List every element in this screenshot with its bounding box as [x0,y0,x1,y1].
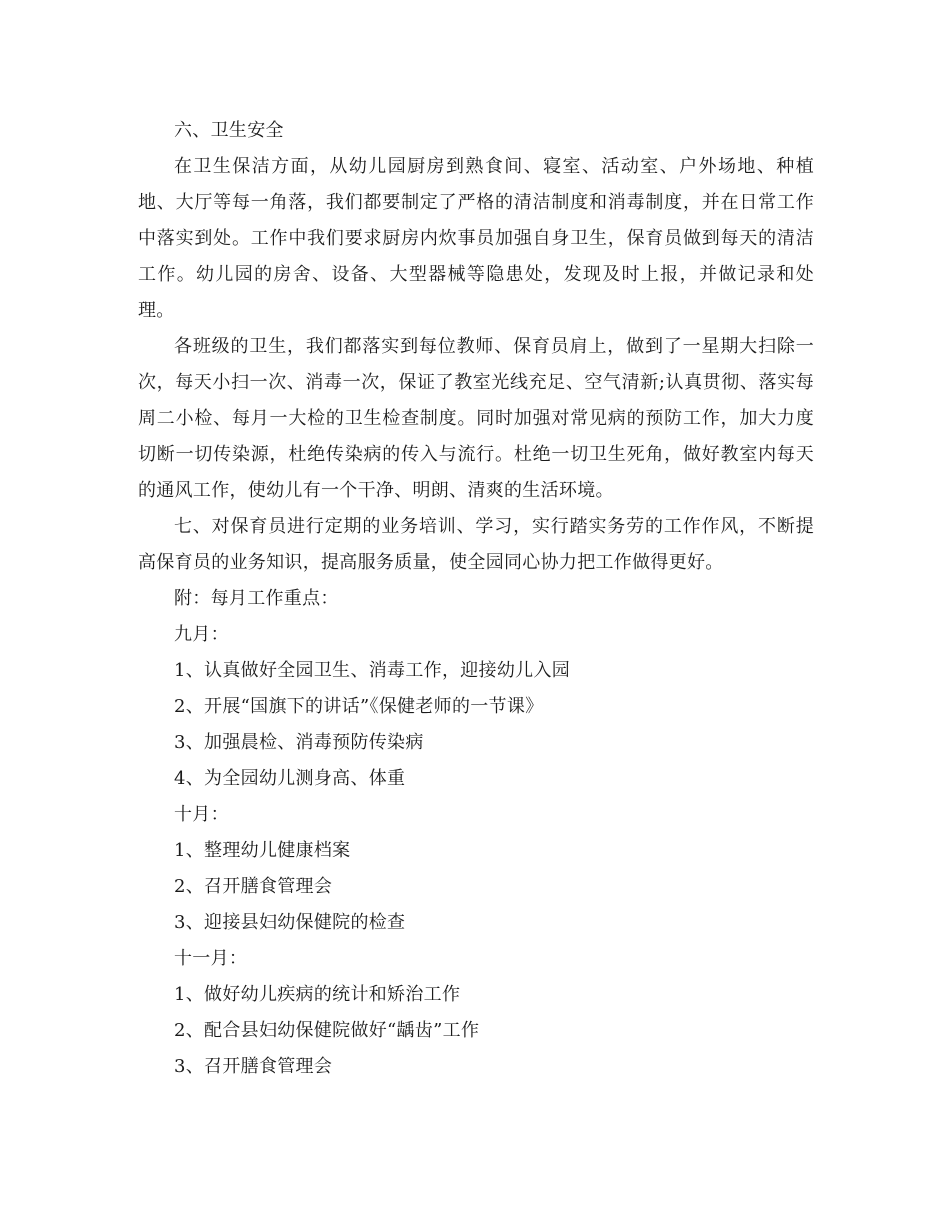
list-item: 2、召开膳食管理会 [174,876,333,897]
list-item: 4、为全园幼儿测身高、体重 [174,768,406,789]
list-item: 2、开展“国旗下的讲话”《保健老师的一节课》 [174,696,544,717]
appendix-title: 附：每月工作重点： [174,588,339,609]
paragraph-class-hygiene: 各班级的卫生，我们都落实到每位教师、保育员肩上，做到了一星期大扫除一次，每天小扫一次、消毒一次，保证了教室光线充足、空气清新;认真贯彻、落实每周二小检、每月一大检的卫生检查制度。同时加强对常见病的预防工作，加大力度切断一切传染源，杜绝传染病的传入与流行。杜绝一切卫生死角，做好教室内每天的通风工作，使幼儿有一个干净、明朗、清爽的生活环境。 [138,336,814,501]
list-item: 1、整理幼儿健康档案 [174,840,351,861]
section-heading-hygiene-safety: 六、卫生安全 [174,120,284,141]
month-heading-november: 十一月： [174,948,248,969]
paragraph-cleaning: 在卫生保洁方面，从幼儿园厨房到熟食间、寝室、活动室、户外场地、种植地、大厅等每一角落，我们都要制定了严格的清洁制度和消毒制度，并在日常工作中落实到处。工作中我们要求厨房内炊事员加强自身卫生，保育员做到每天的清洁工作。幼儿园的房舍、设备、大型器械等隐患处，发现及时上报，并做记录和处理。 [138,156,814,321]
month-heading-september: 九月： [174,624,229,645]
list-item: 1、认真做好全园卫生、消毒工作，迎接幼儿入园 [174,660,571,681]
paragraph-staff-training: 七、对保育员进行定期的业务培训、学习，实行踏实务劳的工作作风，不断提高保育员的业务知识，提高服务质量，使全园同心协力把工作做得更好。 [138,516,814,573]
document-body [138,113,814,1085]
list-item: 3、迎接县妇幼保健院的检查 [174,912,406,933]
list-item: 2、配合县妇幼保健院做好“龋齿”工作 [174,1020,480,1041]
list-item: 3、召开膳食管理会 [174,1056,333,1077]
list-item: 1、做好幼儿疾病的统计和矫治工作 [174,984,461,1005]
month-heading-october: 十月： [174,804,229,825]
list-item: 3、加强晨检、消毒预防传染病 [174,732,424,753]
